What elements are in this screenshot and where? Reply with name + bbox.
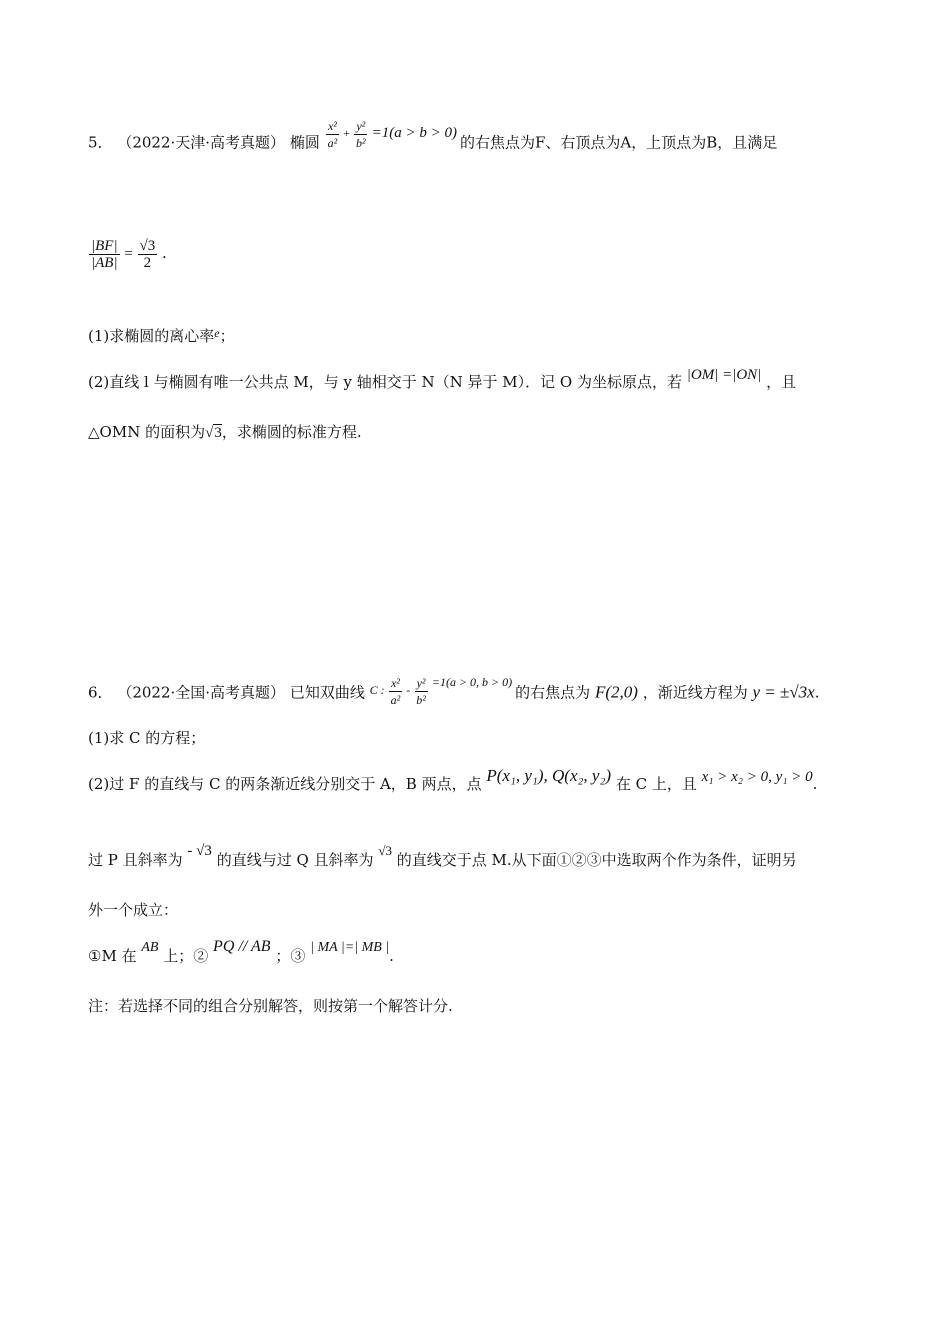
q5-lead: 椭圆 bbox=[289, 133, 320, 152]
q5-line-2 bbox=[88, 238, 167, 271]
q5-number: 5． bbox=[88, 133, 113, 152]
q5-part2-line2: △OMN 的面积为√3，求椭圆的标准方程. bbox=[88, 423, 362, 441]
q5-part1-end: ； bbox=[219, 327, 235, 345]
q6-source: （2022·全国·高考真题） bbox=[117, 683, 286, 702]
q6-opt3: | MA |=| MB | bbox=[310, 940, 390, 955]
q6-line-3 bbox=[88, 843, 797, 871]
q6-line4: 外一个成立： bbox=[88, 901, 179, 919]
q5-part2-d: ，求椭圆的标准方程. bbox=[221, 423, 362, 441]
q6-opt1-ab: AB bbox=[141, 940, 159, 955]
q5-part1-text: (1)求椭圆的离心率 bbox=[88, 327, 215, 345]
q6-part2-b: 在 C 上，且 bbox=[615, 775, 697, 793]
q6-slope-pos: √3 bbox=[378, 843, 392, 858]
q5-text-1: 的右焦点为F、右顶点为A，上顶点为B，且满足 bbox=[459, 133, 778, 152]
q5-part2-b: ，且 bbox=[766, 373, 797, 391]
q6-focus: F(2,0) bbox=[594, 682, 638, 702]
q6-asym-end: . bbox=[814, 683, 820, 702]
q5-ratio-equation: $\frac{|BF|}{|AB|}$ = $\frac{√3}{2}$ bbox=[91, 238, 156, 271]
q6-cond-end: . bbox=[812, 775, 818, 793]
q5-source: （2022·天津·高考真题） bbox=[117, 133, 286, 152]
q6-number: 6． bbox=[88, 683, 113, 702]
q5-part2-c: △OMN 的面积为 bbox=[88, 423, 206, 441]
q5-ratio-end: . bbox=[162, 243, 167, 262]
q6-opt1-b: 上；② bbox=[163, 947, 209, 965]
q6-note-text: 注：若选择不同的组合分别解答，则按第一个解答计分. bbox=[88, 997, 453, 1015]
q5-part2-a: (2)直线 l 与椭圆有唯一公共点 M，与 y 轴相交于 N（N 异于 M）．记 O 为坐标原点，若 bbox=[88, 373, 682, 391]
q6-pq-points: P(x₁, y₁), Q(x₂, y₂) bbox=[486, 766, 612, 785]
q6-opt2: PQ // AB bbox=[213, 938, 271, 955]
q6-part1 bbox=[88, 728, 205, 748]
q6-line3-c: 的直线交于点 M.从下面①②③中选取两个作为条件，证明另 bbox=[396, 851, 797, 869]
q5-part1-e: e bbox=[214, 326, 220, 340]
q6-part1-text: (1)求 C 的方程； bbox=[88, 729, 206, 747]
q6-opt3-end: . bbox=[389, 947, 394, 965]
q5-part2-line1 bbox=[88, 367, 797, 393]
q6-line3-b: 的直线与过 Q 且斜率为 bbox=[216, 851, 374, 869]
q6-lead: 已知双曲线 bbox=[289, 683, 365, 702]
q6-line-4 bbox=[88, 900, 178, 920]
q6-opt2-end: ；③ bbox=[275, 947, 306, 965]
q6-asymptote: y = ±√3x bbox=[752, 682, 815, 702]
q6-part2-line1 bbox=[88, 766, 818, 795]
q5-part2-eq: |OM| =|ON| bbox=[686, 367, 762, 383]
q6-text-1: 的右焦点为 bbox=[515, 683, 591, 702]
q5-line-1 bbox=[88, 119, 778, 161]
q6-note bbox=[88, 996, 453, 1016]
q6-condition: x₁ > x₂ > 0, y₁ > 0 bbox=[701, 769, 813, 785]
q6-slope-neg: - √3 bbox=[187, 843, 212, 859]
q6-hyperbola-equation: C : x² a² - y² b² =1(a > 0, b > 0) bbox=[369, 675, 513, 707]
q6-options bbox=[88, 938, 394, 968]
q6-part2-a: (2)过 F 的直线与 C 的两条渐近线分别交于 A，B 两点，点 bbox=[88, 775, 482, 793]
q6-opt1-a: ①M 在 bbox=[88, 947, 137, 965]
q6-line3-a: 过 P 且斜率为 bbox=[88, 851, 183, 869]
q6-text-2: ，渐近线方程为 bbox=[642, 683, 748, 702]
q5-part2-sqrt: 3 bbox=[214, 425, 222, 441]
q6-line-1 bbox=[88, 675, 820, 711]
q5-ellipse-equation: x² a² + y² b² =1(a > b > 0) bbox=[327, 119, 457, 150]
q5-part1 bbox=[88, 326, 235, 347]
